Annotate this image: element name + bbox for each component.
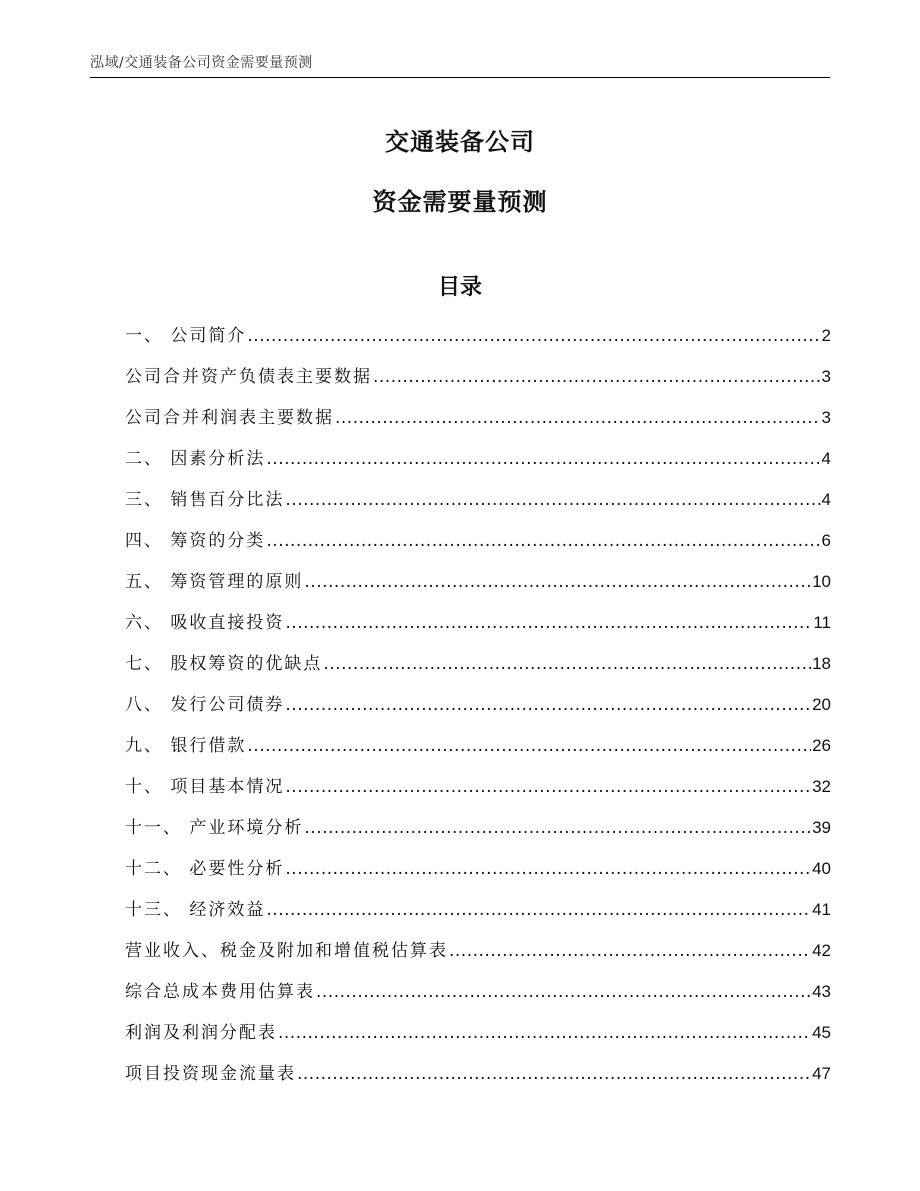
toc-leader-dots [266,525,820,557]
toc-entry-page: 2 [821,326,831,345]
toc-entry-page: 3 [821,408,831,427]
toc-leader-dots [297,1058,811,1090]
toc-leader-dots [247,730,811,762]
document-title: 交通装备公司 [385,128,535,156]
toc-entry-label: 四、 筹资的分类 [125,531,266,551]
toc-entry-label: 二、 因素分析法 [125,449,266,469]
toc-entry[interactable] [125,935,831,976]
toc-entry[interactable] [125,607,831,648]
toc-entry-label: 利润及利润分配表 [125,1023,277,1043]
page-header: 泓域/交通装备公司资金需要量预测 [90,55,313,71]
toc-entry[interactable] [125,320,831,361]
toc-entry[interactable] [125,525,831,566]
toc-entry[interactable] [125,894,831,935]
toc-entry-page: 45 [812,1023,831,1042]
toc-entry-label: 七、 股权筹资的优缺点 [125,654,323,674]
toc-entry-page: 43 [812,982,831,1001]
toc-entry[interactable] [125,361,831,402]
toc-entry-label: 十一、 产业环境分析 [125,818,304,838]
toc-entry-label: 十三、 经济效益 [125,900,266,920]
toc-entry-page: 26 [812,736,831,755]
toc-entry-page: 18 [812,654,831,673]
toc-entry[interactable] [125,484,831,525]
toc-entry[interactable] [125,648,831,689]
toc-entry-page: 3 [821,367,831,386]
toc-entry-page: 11 [813,613,831,632]
toc-entry-label: 五、 筹资管理的原则 [125,572,304,592]
toc-entry[interactable] [125,402,831,443]
toc-entry-page: 40 [812,859,831,878]
toc-entry-label: 十二、 必要性分析 [125,859,285,879]
toc-leader-dots [285,689,811,721]
toc-entry-page: 47 [812,1064,831,1083]
toc-entry-label: 三、 销售百分比法 [125,490,285,510]
toc-entry-label: 八、 发行公司债券 [125,695,285,715]
toc-entry[interactable] [125,443,831,484]
toc-entry-page: 10 [812,572,831,591]
toc-leader-dots [304,566,811,598]
toc-entry-label: 公司合并利润表主要数据 [125,408,334,428]
toc-entry-page: 4 [821,449,831,468]
toc-entry[interactable] [125,771,831,812]
toc-entry[interactable] [125,730,831,771]
toc-entry-label: 六、 吸收直接投资 [125,613,285,633]
toc-leader-dots [335,402,821,434]
toc-entry-label: 十、 项目基本情况 [125,777,285,797]
toc-entry-label: 综合总成本费用估算表 [125,982,315,1002]
toc-entry[interactable] [125,1058,831,1099]
toc-leader-dots [266,894,811,926]
toc-entry-page: 6 [821,531,831,550]
toc-entry-page: 41 [812,900,831,919]
toc-entry[interactable] [125,853,831,894]
toc-entry-label: 一、 公司简介 [125,326,247,346]
document-subtitle: 资金需要量预测 [372,188,548,216]
header-divider [90,77,830,78]
toc-leader-dots [278,1017,811,1049]
toc-leader-dots [285,853,811,885]
toc-entry-page: 39 [812,818,831,837]
toc-leader-dots [285,607,812,639]
toc-leader-dots [373,361,821,393]
table-of-contents [125,320,831,1099]
toc-entry-page: 20 [812,695,831,714]
toc-leader-dots [247,320,820,352]
toc-entry-label: 项目投资现金流量表 [125,1064,296,1084]
toc-entry-label: 公司合并资产负债表主要数据 [125,367,372,387]
toc-leader-dots [266,443,820,475]
toc-heading: 目录 [437,275,482,300]
toc-entry[interactable] [125,976,831,1017]
toc-entry[interactable] [125,1017,831,1058]
toc-entry[interactable] [125,812,831,853]
toc-entry[interactable] [125,689,831,730]
toc-leader-dots [323,648,811,680]
toc-entry-page: 32 [812,777,831,796]
toc-entry-label: 营业收入、税金及附加和增值税估算表 [125,941,448,961]
toc-entry-label: 九、 银行借款 [125,736,247,756]
toc-entry-page: 4 [821,490,831,509]
toc-entry-page: 42 [812,941,831,960]
toc-entry[interactable] [125,566,831,607]
toc-leader-dots [316,976,811,1008]
toc-leader-dots [285,484,820,516]
toc-leader-dots [285,771,811,803]
toc-leader-dots [304,812,811,844]
toc-leader-dots [449,935,811,967]
